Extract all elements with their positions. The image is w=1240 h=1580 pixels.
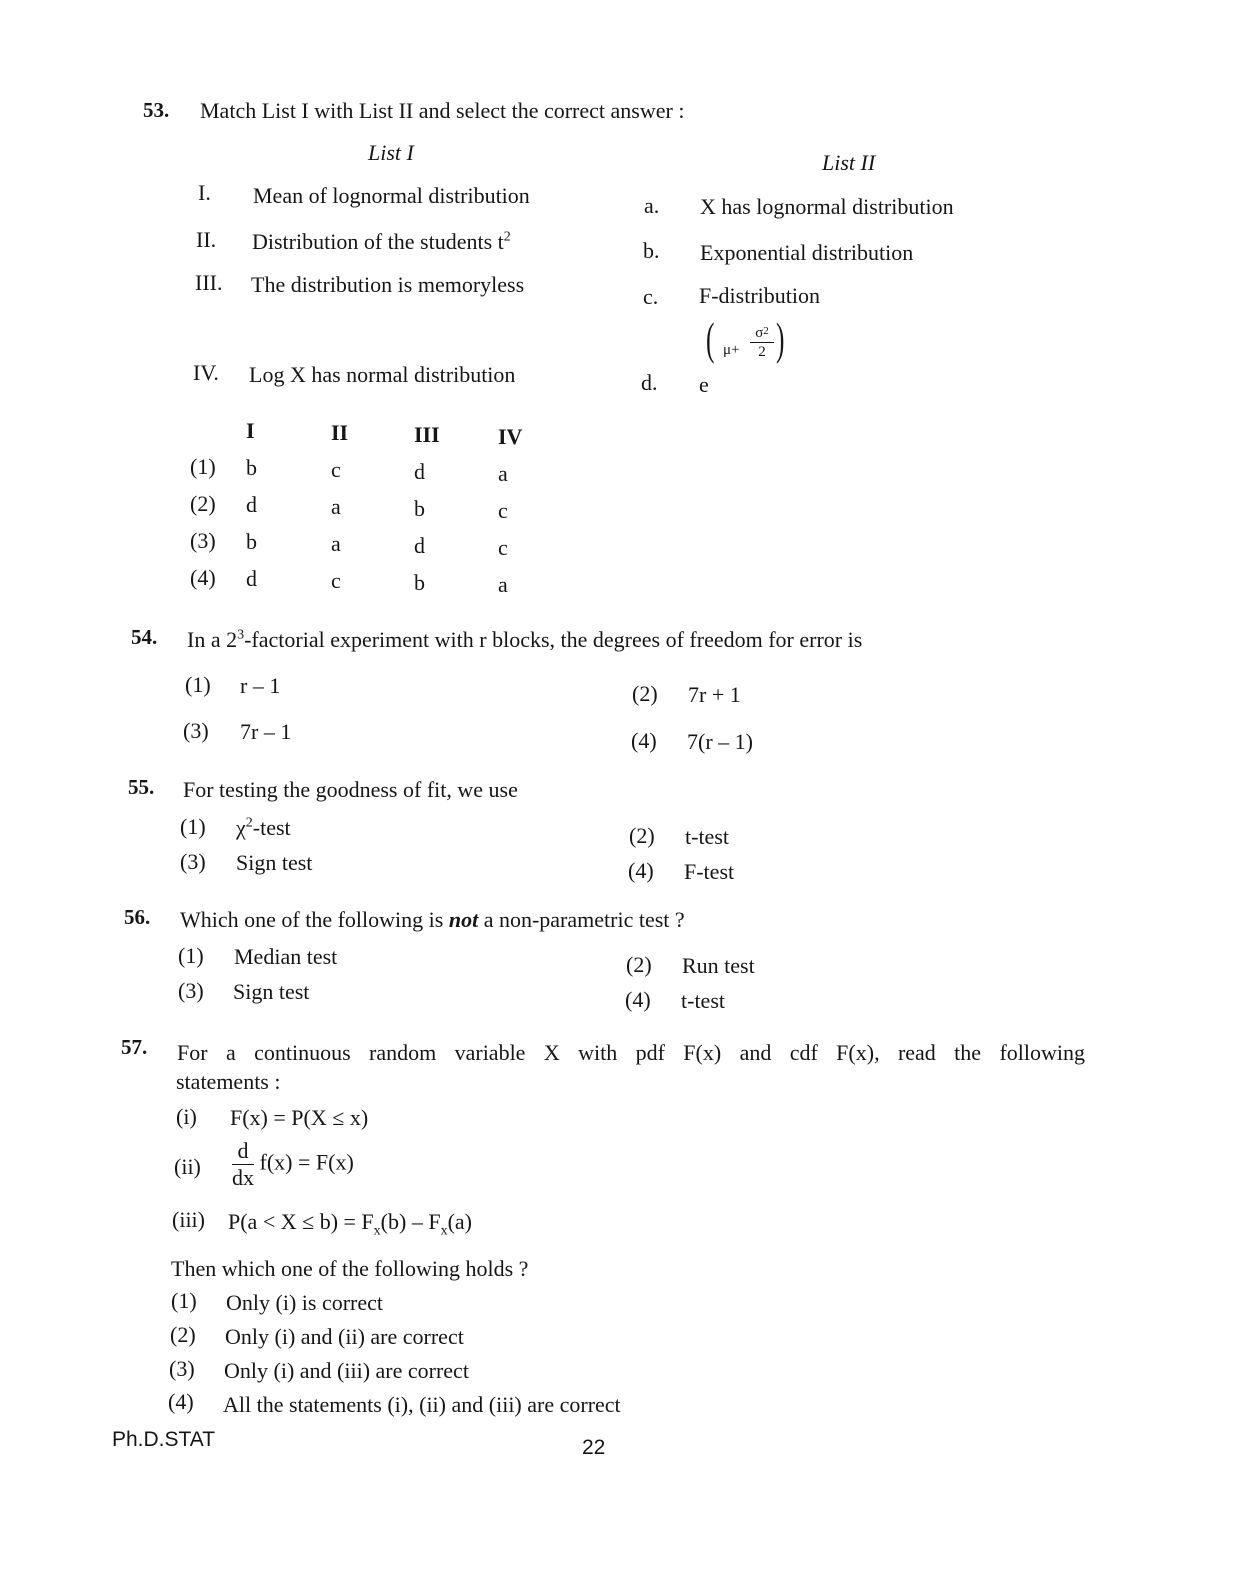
q54-text: In a $2^3$-factorial experiment with r blocks, the degrees of freedom for error is — [187, 627, 863, 652]
q53-option-label: (4) — [190, 565, 216, 590]
q57-number: 57. — [121, 1035, 148, 1059]
q53-exp-paren-right: ) — [776, 313, 785, 364]
q53-list1-item-3: The distribution is memoryless — [251, 272, 525, 297]
q55-option-label: (1) — [180, 814, 206, 839]
q53-list2-label-d: d. — [641, 370, 658, 395]
q53-header-III: III — [414, 422, 440, 447]
q53-cell: a — [331, 494, 341, 519]
q55-option-label: (4) — [628, 858, 654, 883]
q53-header-IV: IV — [498, 424, 523, 449]
q53-header-II: II — [331, 420, 349, 445]
q53-list1-item-4: Log X has normal distribution — [249, 362, 516, 387]
q53-list1-item-2: Distribution of the students $t^2$ — [252, 229, 511, 254]
q54-option: r – 1 — [240, 673, 281, 698]
q53-header-I: I — [246, 418, 255, 443]
q57-statement-1: F(x) = P(X ≤ x) — [230, 1105, 369, 1130]
q53-option-label: (2) — [190, 491, 216, 516]
q53-list2-title: List II — [822, 150, 876, 175]
q55-option-label: (2) — [629, 823, 655, 848]
q54-option-label: (3) — [183, 718, 209, 743]
q53-cell: d — [246, 566, 257, 591]
q54-option: 7r – 1 — [240, 719, 292, 744]
q57-then-text: Then which one of the following holds ? — [171, 1256, 529, 1281]
q56-option: t-test — [681, 988, 725, 1013]
q53-cell: c — [331, 568, 341, 593]
q57-option-label: (4) — [168, 1389, 194, 1414]
q57-option-label: (1) — [171, 1288, 197, 1313]
q53-cell: b — [414, 570, 425, 595]
q57-option: Only (i) and (iii) are correct — [224, 1358, 469, 1383]
q53-list1-item-1: Mean of lognormal distribution — [253, 183, 530, 208]
q53-list2-label-a: a. — [644, 193, 660, 218]
q55-option-label: (3) — [180, 849, 206, 874]
q57-statement-label: (i) — [176, 1104, 197, 1129]
q56-option: Sign test — [233, 979, 310, 1004]
q53-list2-label-c: c. — [643, 284, 659, 309]
q53-exp-paren-left: ( — [706, 313, 715, 364]
q53-cell: c — [331, 457, 341, 482]
q53-cell: b — [246, 455, 257, 480]
q56-text: Which one of the following is not a non-parametric test ? — [180, 907, 685, 932]
q53-list1-label-1: I. — [198, 180, 211, 205]
q53-list2-item-c: F-distribution — [699, 283, 821, 308]
q53-cell: c — [498, 498, 508, 523]
q57-option: Only (i) and (ii) are correct — [225, 1324, 464, 1349]
q54-option-label: (1) — [185, 672, 211, 697]
q57-statement-3: $P(a < X \le b) = F_x(b) - F_x(a)$ — [228, 1209, 472, 1239]
q57-option: Only (i) is correct — [226, 1290, 383, 1315]
q57-statement-2: $\frac{d}{dx}$ f(x) = F(x) — [232, 1138, 354, 1190]
q57-statement-label: (ii) — [174, 1154, 201, 1179]
q57-option: All the statements (i), (ii) and (iii) are correct — [223, 1392, 621, 1417]
q56-option-label: (1) — [178, 943, 204, 968]
q53-list2-label-b: b. — [643, 238, 660, 263]
q53-text: Match List I with List II and select the correct answer : — [200, 98, 685, 123]
q53-cell: a — [331, 531, 341, 556]
q53-cell: b — [414, 496, 425, 521]
q53-exp-fraction: $\sigma^2$ 2 — [750, 325, 774, 361]
q53-cell: a — [498, 461, 508, 486]
q53-exp-base: e — [699, 372, 709, 397]
q54-option-label: (4) — [631, 728, 657, 753]
q53-cell: d — [414, 533, 425, 558]
q53-list1-label-4: IV. — [193, 360, 219, 385]
q53-cell: d — [414, 459, 425, 484]
q53-exp-mu: μ+ — [723, 342, 740, 358]
q56-number: 56. — [124, 905, 151, 929]
q53-option-label: (3) — [190, 528, 216, 553]
q56-option-label: (2) — [626, 952, 652, 977]
q55-option: t-test — [685, 824, 729, 849]
q55-option-chi-square: $\chi^2$-test — [236, 815, 291, 840]
footer-page-number: 22 — [582, 1436, 606, 1459]
derivative-fraction: $\frac{d}{dx}$ — [232, 1138, 254, 1190]
q53-list2-item-a: X has lognormal distribution — [700, 194, 954, 219]
q56-option-label: (3) — [178, 978, 204, 1003]
q55-number: 55. — [128, 775, 155, 799]
q57-text-line1: For a continuous random variable X with pdf F(x) and cdf F(x), read the following — [177, 1040, 1085, 1065]
q53-list2-item-b: Exponential distribution — [700, 240, 914, 265]
q57-option-label: (2) — [170, 1322, 196, 1347]
q54-option: 7(r – 1) — [687, 729, 753, 754]
q56-option: Median test — [234, 944, 338, 969]
q54-option-label: (2) — [632, 681, 658, 706]
q53-cell: d — [246, 492, 257, 517]
q56-option: Run test — [682, 953, 755, 978]
q53-list1-title: List I — [368, 140, 414, 165]
q53-cell: b — [246, 529, 257, 554]
q54-option: 7r + 1 — [688, 682, 741, 707]
q55-option: F-test — [684, 859, 735, 884]
q55-text: For testing the goodness of fit, we use — [183, 777, 518, 802]
q53-list1-label-2: II. — [196, 227, 217, 252]
q55-option: Sign test — [236, 850, 313, 875]
q54-number: 54. — [131, 625, 158, 649]
q53-cell: a — [498, 572, 508, 597]
q53-cell: c — [498, 535, 508, 560]
q56-option-label: (4) — [625, 987, 651, 1012]
q53-option-label: (1) — [190, 454, 216, 479]
q57-statement-label: (iii) — [172, 1207, 205, 1232]
q57-text-line2: statements : — [176, 1069, 281, 1094]
q57-option-label: (3) — [169, 1356, 195, 1381]
q53-number: 53. — [143, 98, 170, 122]
footer-exam-code: Ph.D.STAT — [112, 1428, 216, 1451]
q53-list1-label-3: III. — [195, 270, 223, 295]
